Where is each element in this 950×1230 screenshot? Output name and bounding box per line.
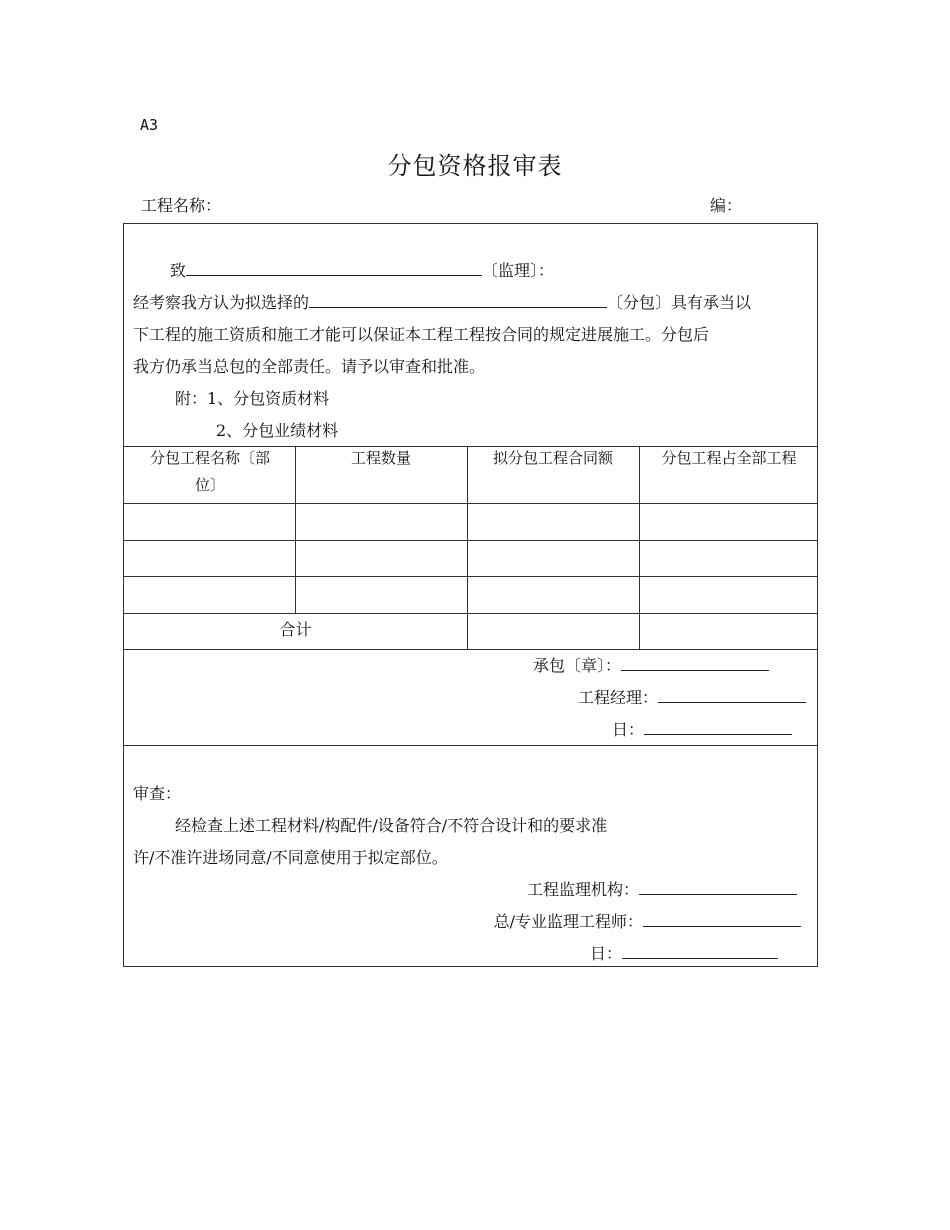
supervision-org-line	[527, 877, 797, 900]
paragraph-start: 经考察我方认为拟选择的	[133, 293, 310, 312]
to-label: 致	[170, 261, 187, 280]
org-label: 工程监理机构：	[526, 880, 639, 899]
supervising-engineer-line	[494, 909, 801, 932]
review-date-field[interactable]	[622, 944, 778, 959]
table-cell[interactable]	[640, 504, 817, 540]
supervisor-name-field[interactable]	[186, 261, 482, 276]
date-label: 日：	[611, 720, 644, 739]
table-cell[interactable]	[124, 504, 295, 540]
column-header-quantity: 工程数量	[350, 449, 411, 467]
engineer-label: 总/专业监理工程师：	[493, 912, 643, 931]
request-paragraph-line-2: 下工程的施工资质和施工才能可以保证本工程工程按合同的规定进展施工。分包后	[133, 325, 710, 344]
review-text-line-1: 经检查上述工程材料/构配件/设备符合/不符合设计和的要求准	[175, 816, 608, 835]
column-header-line: 分包工程名称〔部	[149, 449, 270, 467]
section-divider	[124, 745, 817, 746]
request-paragraph-line-1	[133, 290, 751, 313]
org-field[interactable]	[639, 880, 797, 895]
review-date-label: 日：	[589, 944, 622, 963]
project-manager-line	[578, 685, 806, 708]
column-header-percentage: 分包工程占全部工程	[661, 449, 797, 467]
addressee-line	[170, 258, 554, 281]
subcontractor-name-field[interactable]	[309, 293, 607, 308]
table-column-divider	[467, 446, 468, 649]
engineer-field[interactable]	[643, 912, 801, 927]
application-form	[123, 223, 818, 967]
review-date-line	[590, 941, 778, 964]
contractor-date-line	[612, 717, 792, 740]
form-title: 分包资格报审表	[387, 152, 563, 180]
form-code: A3	[140, 116, 159, 134]
serial-number-label: 编：	[710, 196, 743, 215]
review-label: 审查：	[133, 784, 182, 803]
review-text-line-2: 许/不准许进场同意/不同意使用于拟定部位。	[133, 848, 448, 867]
column-header-subcontract-name	[130, 445, 290, 499]
subcontract-suffix: 〔分包〕具有承当以	[607, 293, 752, 312]
attachment-1: 附：1、分包资质材料	[175, 389, 330, 408]
seal-label: 承包〔章〕：	[532, 656, 621, 675]
total-label: 合计	[279, 620, 312, 639]
table-cell[interactable]	[468, 504, 639, 540]
column-header-line: 位〕	[194, 476, 225, 494]
supervisor-suffix: 〔监理〕：	[482, 261, 555, 280]
table-row-border	[124, 576, 817, 577]
table-bottom-border	[124, 649, 817, 650]
project-name-label: 工程名称：	[141, 196, 222, 215]
contractor-seal-line	[533, 653, 769, 676]
contractor-date-field[interactable]	[644, 720, 792, 735]
table-row-border	[124, 540, 817, 541]
column-header-contract-amount: 拟分包工程合同额	[492, 449, 613, 467]
table-cell[interactable]	[296, 504, 467, 540]
table-row-border	[124, 613, 817, 614]
request-paragraph-line-3: 我方仍承当总包的全部责任。请予以审查和批准。	[133, 357, 486, 376]
manager-label: 工程经理：	[577, 688, 658, 707]
table-column-divider	[639, 446, 640, 649]
manager-field[interactable]	[658, 688, 806, 703]
seal-field[interactable]	[621, 656, 769, 671]
attachment-2: 2、分包业绩材料	[216, 421, 339, 440]
